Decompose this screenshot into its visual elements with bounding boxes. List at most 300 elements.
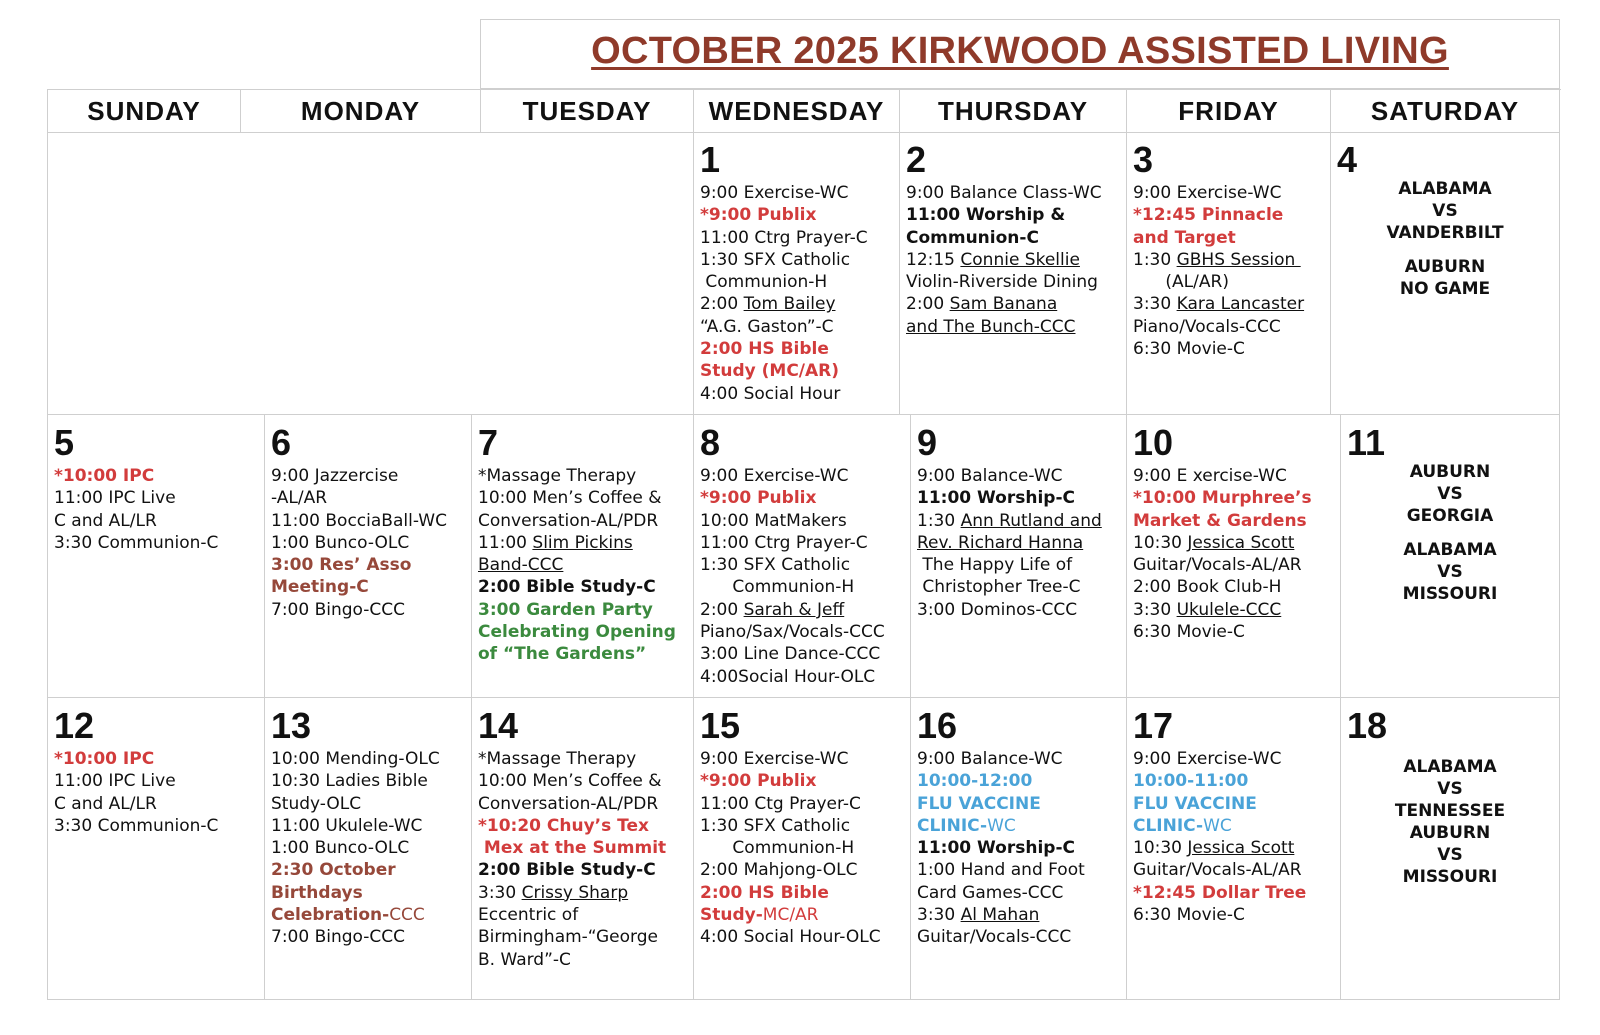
event-line bbox=[271, 815, 471, 837]
performer-name: Jessica Scott bbox=[1187, 838, 1295, 859]
game-line: AUBURN bbox=[1409, 823, 1491, 843]
performer-name: Rev. Richard Hanna bbox=[917, 532, 1084, 553]
weekday-header-row bbox=[47, 89, 1561, 133]
event-text: 2:00 Mahjong-OLC bbox=[700, 860, 858, 881]
event-text: 11:00 bbox=[478, 532, 533, 553]
event-text: *12:45 Dollar Tree bbox=[1133, 882, 1307, 903]
event-text: CLINIC- bbox=[1133, 815, 1204, 836]
event-line bbox=[1133, 621, 1340, 643]
day-cell-8 bbox=[694, 415, 911, 698]
event-text: *9:00 Publix bbox=[700, 488, 817, 509]
week-row-2 bbox=[47, 415, 1561, 698]
event-line bbox=[54, 465, 264, 487]
event-text: Market & Gardens bbox=[1133, 510, 1307, 531]
day-number: 6 bbox=[271, 422, 292, 463]
event-line bbox=[700, 271, 899, 293]
event-line bbox=[271, 770, 471, 792]
performer-name: Kara Lancaster bbox=[1176, 294, 1305, 315]
event-line bbox=[700, 360, 899, 382]
event-text: Communion-H bbox=[700, 272, 828, 293]
performer-name: Sarah & Jeff bbox=[743, 599, 845, 620]
event-text: 3:30 bbox=[917, 905, 961, 926]
event-line bbox=[478, 576, 693, 598]
event-line bbox=[478, 793, 693, 815]
football-games bbox=[1331, 178, 1559, 300]
event-text: 9:00 Exercise-WC bbox=[700, 466, 849, 486]
event-text: 10:00 Mending-OLC bbox=[271, 749, 440, 769]
event-line bbox=[917, 554, 1126, 576]
event-line bbox=[1133, 204, 1330, 226]
event-line bbox=[700, 227, 899, 249]
event-line bbox=[700, 643, 910, 665]
performer-name: Jessica Scott bbox=[1187, 532, 1295, 553]
day-number: 1 bbox=[700, 139, 721, 180]
event-text: 11:00 BocciaBall-WC bbox=[271, 510, 447, 531]
performer-name: Connie Skellie bbox=[960, 249, 1080, 270]
event-line bbox=[906, 293, 1126, 315]
event-text: 1:30 bbox=[1133, 249, 1177, 270]
day-cell-4 bbox=[1331, 132, 1560, 415]
event-text: 10:00-11:00 bbox=[1133, 771, 1249, 792]
event-line bbox=[917, 465, 1126, 487]
event-text: 3:30 Communion-C bbox=[54, 815, 219, 836]
day-cell-11 bbox=[1341, 415, 1560, 698]
event-text: 2:00 Bible Study-C bbox=[478, 860, 656, 881]
event-location: CCC bbox=[389, 905, 425, 926]
header-saturday: SATURDAY bbox=[1331, 90, 1560, 133]
event-text: 10:00-12:00 bbox=[917, 771, 1033, 792]
event-text: FLU VACCINE bbox=[1133, 793, 1257, 814]
performer-name: Tom Bailey bbox=[743, 294, 836, 315]
event-text: 11:00 Worship-C bbox=[917, 838, 1075, 859]
day-number: 3 bbox=[1133, 139, 1154, 180]
event-text: 9:00 Balance-WC bbox=[917, 749, 1063, 769]
event-text: The Happy Life of bbox=[917, 555, 1073, 576]
event-text: Piano/Vocals-CCC bbox=[1133, 316, 1281, 337]
day-number: 8 bbox=[700, 422, 721, 463]
event-text: 2:00 bbox=[700, 599, 744, 620]
event-line bbox=[1133, 815, 1340, 837]
event-line bbox=[1133, 182, 1330, 204]
event-text: 9:00 Balance-WC bbox=[917, 466, 1063, 486]
performer-name: GBHS Session bbox=[1176, 249, 1301, 270]
day-number: 18 bbox=[1347, 705, 1388, 746]
day-number: 10 bbox=[1133, 422, 1174, 463]
event-line bbox=[271, 465, 471, 487]
event-text: B. Ward”-C bbox=[478, 949, 571, 970]
event-line bbox=[1133, 510, 1340, 532]
event-text: Communion-H bbox=[700, 838, 855, 859]
event-line bbox=[478, 643, 693, 665]
event-text: 1:30 bbox=[917, 510, 961, 531]
event-text: 2:00 Book Club-H bbox=[1133, 577, 1282, 598]
event-line bbox=[700, 599, 910, 621]
event-line bbox=[1133, 882, 1340, 904]
day-cell-14 bbox=[472, 698, 694, 1000]
event-location: WC bbox=[1203, 815, 1232, 836]
event-text: *12:45 Pinnacle bbox=[1133, 205, 1284, 226]
event-text: 2:00 bbox=[906, 294, 950, 315]
performer-name: Sam Banana bbox=[949, 294, 1058, 315]
day-cell-6 bbox=[265, 415, 472, 698]
event-line bbox=[1133, 748, 1340, 770]
event-line bbox=[1133, 793, 1340, 815]
header-friday: FRIDAY bbox=[1127, 90, 1331, 133]
event-text: *10:00 IPC bbox=[54, 466, 155, 486]
event-line bbox=[917, 532, 1126, 554]
event-line bbox=[700, 465, 910, 487]
game-line: MISSOURI bbox=[1402, 867, 1498, 887]
game-line: AUBURN bbox=[1409, 462, 1491, 482]
day-number: 14 bbox=[478, 705, 519, 746]
event-line bbox=[906, 249, 1126, 271]
game-line: VS bbox=[1432, 201, 1458, 221]
event-line bbox=[700, 383, 899, 405]
event-text: 10:00 Men’s Coffee & bbox=[478, 488, 662, 509]
day-cell-3 bbox=[1127, 132, 1331, 415]
event-line bbox=[271, 487, 471, 509]
event-location: WC bbox=[987, 815, 1016, 836]
event-line bbox=[478, 815, 693, 837]
event-line bbox=[54, 487, 264, 509]
event-text: Guitar/Vocals-AL/AR bbox=[1133, 555, 1302, 576]
event-text: 1:00 Bunco-OLC bbox=[271, 532, 410, 553]
event-line bbox=[271, 904, 471, 926]
event-line bbox=[271, 793, 471, 815]
event-line bbox=[271, 859, 471, 881]
event-text: CLINIC- bbox=[917, 815, 988, 836]
performer-name: Band-CCC bbox=[478, 555, 564, 576]
day-cell-18 bbox=[1341, 698, 1560, 1000]
event-location: MC/AR bbox=[762, 905, 819, 926]
day-cell-12 bbox=[48, 698, 265, 1000]
game-line bbox=[1341, 527, 1559, 539]
event-text: 3:30 bbox=[1133, 294, 1177, 315]
event-line bbox=[478, 554, 693, 576]
event-text: 2:00 bbox=[700, 294, 744, 315]
event-line bbox=[271, 554, 471, 576]
event-text: Guitar/Vocals-CCC bbox=[917, 927, 1072, 948]
event-text: 9:00 Exercise-WC bbox=[1133, 749, 1282, 769]
event-line bbox=[700, 770, 910, 792]
event-line bbox=[700, 338, 899, 360]
day-cell-9 bbox=[911, 415, 1127, 698]
event-text: 3:00 Dominos-CCC bbox=[917, 599, 1078, 620]
event-line bbox=[478, 904, 693, 926]
event-text: Study (MC/AR) bbox=[700, 361, 840, 382]
event-line bbox=[917, 770, 1126, 792]
event-text: 2:00 Bible Study-C bbox=[478, 577, 656, 598]
event-line bbox=[54, 748, 264, 770]
game-line: AUBURN bbox=[1404, 257, 1486, 277]
event-line bbox=[271, 576, 471, 598]
calendar-title: OCTOBER 2025 KIRKWOOD ASSISTED LIVING bbox=[591, 30, 1449, 72]
event-line bbox=[478, 748, 693, 770]
event-text: 1:00 Hand and Foot bbox=[917, 860, 1085, 881]
day-number: 4 bbox=[1337, 139, 1358, 180]
event-text: *9:00 Publix bbox=[700, 771, 817, 792]
event-text: 11:00 Ctg Prayer-C bbox=[700, 793, 861, 814]
event-line bbox=[700, 487, 910, 509]
event-line bbox=[917, 815, 1126, 837]
day-number: 17 bbox=[1133, 705, 1174, 746]
event-line bbox=[478, 770, 693, 792]
event-line bbox=[478, 465, 693, 487]
game-line: NO GAME bbox=[1399, 279, 1491, 299]
event-line bbox=[700, 837, 910, 859]
event-line bbox=[700, 882, 910, 904]
event-text: Birmingham-“George bbox=[478, 927, 658, 948]
event-text: 3:00 Line Dance-CCC bbox=[700, 644, 881, 665]
event-text: 3:30 bbox=[1133, 599, 1177, 620]
event-line bbox=[1133, 554, 1340, 576]
event-line bbox=[700, 293, 899, 315]
event-text: 3:00 Garden Party bbox=[478, 599, 653, 620]
event-text: 2:00 HS Bible bbox=[700, 882, 829, 903]
event-text: Conversation-AL/PDR bbox=[478, 510, 659, 531]
event-line bbox=[917, 576, 1126, 598]
event-text: Christopher Tree-C bbox=[917, 577, 1081, 598]
event-line bbox=[271, 926, 471, 948]
event-text: and Target bbox=[1133, 227, 1236, 248]
event-line bbox=[700, 249, 899, 271]
event-text: 9:00 Exercise-WC bbox=[1133, 183, 1282, 203]
event-text: of “The Gardens” bbox=[478, 644, 647, 665]
event-text: Study- bbox=[700, 905, 763, 926]
event-line bbox=[1133, 249, 1330, 271]
week-row-1 bbox=[47, 132, 1561, 415]
event-text: 4:00Social Hour-OLC bbox=[700, 666, 876, 687]
event-line bbox=[906, 227, 1126, 249]
day-cell-16 bbox=[911, 698, 1127, 1000]
event-text: 9:00 Jazzercise bbox=[271, 466, 399, 486]
event-text: *10:20 Chuy’s Tex bbox=[478, 815, 650, 836]
game-line: VANDERBILT bbox=[1386, 223, 1504, 243]
performer-name: Slim Pickins bbox=[532, 532, 633, 553]
performer-name: Ann Rutland and bbox=[960, 510, 1102, 531]
event-text: “A.G. Gaston”-C bbox=[700, 316, 834, 337]
event-line bbox=[917, 837, 1126, 859]
event-line bbox=[700, 510, 910, 532]
event-line bbox=[700, 316, 899, 338]
header-thursday: THURSDAY bbox=[900, 90, 1127, 133]
event-text: 11:00 Worship & bbox=[906, 205, 1066, 226]
event-text: *Massage Therapy bbox=[478, 749, 637, 769]
event-text: 2:30 October bbox=[271, 860, 396, 881]
header-tuesday: TUESDAY bbox=[481, 90, 694, 133]
event-text: C and AL/LR bbox=[54, 793, 157, 814]
event-line bbox=[271, 599, 471, 621]
game-line: TENNESSEE bbox=[1394, 801, 1506, 821]
event-line bbox=[271, 837, 471, 859]
game-line: ALABAMA bbox=[1398, 179, 1492, 199]
event-line bbox=[478, 599, 693, 621]
game-line: ALABAMA bbox=[1403, 757, 1497, 777]
event-text: Mex at the Summit bbox=[478, 838, 667, 859]
game-line: VS bbox=[1437, 484, 1463, 504]
event-line bbox=[700, 748, 910, 770]
event-line bbox=[1133, 532, 1340, 554]
event-line bbox=[478, 859, 693, 881]
event-line bbox=[917, 748, 1126, 770]
day-number: 5 bbox=[54, 422, 75, 463]
event-line bbox=[700, 182, 899, 204]
event-text: 4:00 Social Hour bbox=[700, 383, 841, 404]
event-line bbox=[906, 271, 1126, 293]
header-sunday: SUNDAY bbox=[48, 90, 241, 133]
week-row-3 bbox=[47, 698, 1561, 1000]
performer-name: and The Bunch-CCC bbox=[906, 316, 1076, 337]
day-number: 15 bbox=[700, 705, 741, 746]
day-number: 7 bbox=[478, 422, 499, 463]
football-games bbox=[1341, 744, 1559, 888]
event-text: Study-OLC bbox=[271, 793, 362, 814]
calendar-title-box bbox=[480, 19, 1560, 89]
event-text: 9:00 Exercise-WC bbox=[700, 749, 849, 769]
game-line: VS bbox=[1437, 562, 1463, 582]
event-line bbox=[700, 576, 910, 598]
event-text: 7:00 Bingo-CCC bbox=[271, 927, 405, 948]
event-text: 4:00 Social Hour-OLC bbox=[700, 927, 881, 948]
day-cell-5 bbox=[48, 415, 265, 698]
event-line bbox=[917, 859, 1126, 881]
event-text: 10:00 Men’s Coffee & bbox=[478, 771, 662, 792]
event-text: Guitar/Vocals-AL/AR bbox=[1133, 860, 1302, 881]
day-cell-10 bbox=[1127, 415, 1341, 698]
game-line: GEORGIA bbox=[1406, 506, 1494, 526]
event-line bbox=[478, 926, 693, 948]
event-text: Communion-H bbox=[700, 577, 855, 598]
day-cell-1 bbox=[694, 132, 900, 415]
event-text: 11:00 Ctrg Prayer-C bbox=[700, 227, 868, 248]
event-text: 11:00 Ctrg Prayer-C bbox=[700, 532, 868, 553]
event-line bbox=[917, 793, 1126, 815]
game-line: VS bbox=[1437, 845, 1463, 865]
event-text: 11:00 Worship-C bbox=[917, 488, 1075, 509]
event-line bbox=[1133, 859, 1340, 881]
day-cell-7 bbox=[472, 415, 694, 698]
event-line bbox=[700, 666, 910, 688]
event-text: FLU VACCINE bbox=[917, 793, 1041, 814]
event-text: 9:00 Exercise-WC bbox=[700, 183, 849, 203]
game-line: VS bbox=[1437, 779, 1463, 799]
event-line bbox=[1133, 904, 1340, 926]
event-line bbox=[917, 599, 1126, 621]
event-line bbox=[54, 532, 264, 554]
event-text: *9:00 Publix bbox=[700, 205, 817, 226]
event-text: Piano/Sax/Vocals-CCC bbox=[700, 622, 885, 643]
day-cell-2 bbox=[900, 132, 1127, 415]
event-text: Eccentric of bbox=[478, 905, 579, 926]
event-line bbox=[271, 510, 471, 532]
performer-name: Ukulele-CCC bbox=[1176, 599, 1282, 620]
event-text: 11:00 IPC Live bbox=[54, 771, 176, 792]
event-line bbox=[700, 554, 910, 576]
event-text: (AL/AR) bbox=[1133, 272, 1229, 293]
event-text: Violin-Riverside Dining bbox=[906, 272, 1098, 293]
event-line bbox=[54, 510, 264, 532]
event-text: 3:00 Res’ Asso bbox=[271, 555, 412, 576]
event-text: 10:30 bbox=[1133, 838, 1188, 859]
event-text: 11:00 Ukulele-WC bbox=[271, 815, 423, 836]
event-line bbox=[1133, 338, 1330, 360]
event-line bbox=[906, 182, 1126, 204]
event-text: *10:00 IPC bbox=[54, 749, 155, 769]
event-text: *Massage Therapy bbox=[478, 466, 637, 486]
event-text: Card Games-CCC bbox=[917, 882, 1064, 903]
header-wednesday: WEDNESDAY bbox=[694, 90, 900, 133]
event-line bbox=[917, 510, 1126, 532]
event-line bbox=[700, 204, 899, 226]
event-text: 11:00 IPC Live bbox=[54, 488, 176, 509]
event-text: 10:30 Ladies Bible bbox=[271, 771, 428, 792]
header-monday: MONDAY bbox=[241, 90, 481, 133]
event-line bbox=[54, 770, 264, 792]
event-line bbox=[917, 904, 1126, 926]
event-text: 9:00 E xercise-WC bbox=[1133, 466, 1287, 486]
event-text: 1:30 SFX Catholic bbox=[700, 249, 851, 270]
event-text: 1:30 SFX Catholic bbox=[700, 555, 851, 576]
event-line bbox=[271, 532, 471, 554]
event-line bbox=[700, 621, 910, 643]
event-text: C and AL/LR bbox=[54, 510, 157, 531]
event-line bbox=[1133, 599, 1340, 621]
empty-cell bbox=[48, 132, 694, 415]
event-line bbox=[917, 882, 1126, 904]
game-line: MISSOURI bbox=[1402, 584, 1498, 604]
game-line: ALABAMA bbox=[1403, 540, 1497, 560]
event-text: 2:00 HS Bible bbox=[700, 339, 829, 360]
event-text: 6:30 Movie-C bbox=[1133, 339, 1245, 360]
day-number: 16 bbox=[917, 705, 958, 746]
day-number: 12 bbox=[54, 705, 95, 746]
event-line bbox=[700, 793, 910, 815]
event-line bbox=[478, 949, 693, 971]
event-text: Celebration- bbox=[271, 905, 390, 926]
event-text: *10:00 Murphree’s bbox=[1133, 488, 1312, 509]
performer-name: Crissy Sharp bbox=[521, 882, 629, 903]
event-line bbox=[478, 487, 693, 509]
event-text: Birthdays bbox=[271, 882, 363, 903]
day-cell-15 bbox=[694, 698, 911, 1000]
event-line bbox=[1133, 576, 1340, 598]
event-text: Celebrating Opening bbox=[478, 622, 676, 643]
event-line bbox=[1133, 487, 1340, 509]
event-text: 6:30 Movie-C bbox=[1133, 622, 1245, 643]
event-text: 3:30 bbox=[478, 882, 522, 903]
event-text: 6:30 Movie-C bbox=[1133, 905, 1245, 926]
event-line bbox=[1133, 227, 1330, 249]
event-line bbox=[700, 926, 910, 948]
event-text: 10:30 bbox=[1133, 532, 1188, 553]
event-line bbox=[1133, 316, 1330, 338]
event-text: 1:30 SFX Catholic bbox=[700, 815, 851, 836]
event-line bbox=[1133, 293, 1330, 315]
event-line bbox=[54, 793, 264, 815]
event-line bbox=[54, 815, 264, 837]
event-line bbox=[700, 815, 910, 837]
event-line bbox=[1133, 770, 1340, 792]
day-cell-17 bbox=[1127, 698, 1341, 1000]
event-text: 9:00 Balance Class-WC bbox=[906, 183, 1102, 203]
game-line bbox=[1331, 244, 1559, 256]
event-text: 1:00 Bunco-OLC bbox=[271, 838, 410, 859]
event-line bbox=[700, 904, 910, 926]
day-cell-13 bbox=[265, 698, 472, 1000]
event-line bbox=[917, 926, 1126, 948]
event-line bbox=[478, 837, 693, 859]
event-line bbox=[1133, 465, 1340, 487]
